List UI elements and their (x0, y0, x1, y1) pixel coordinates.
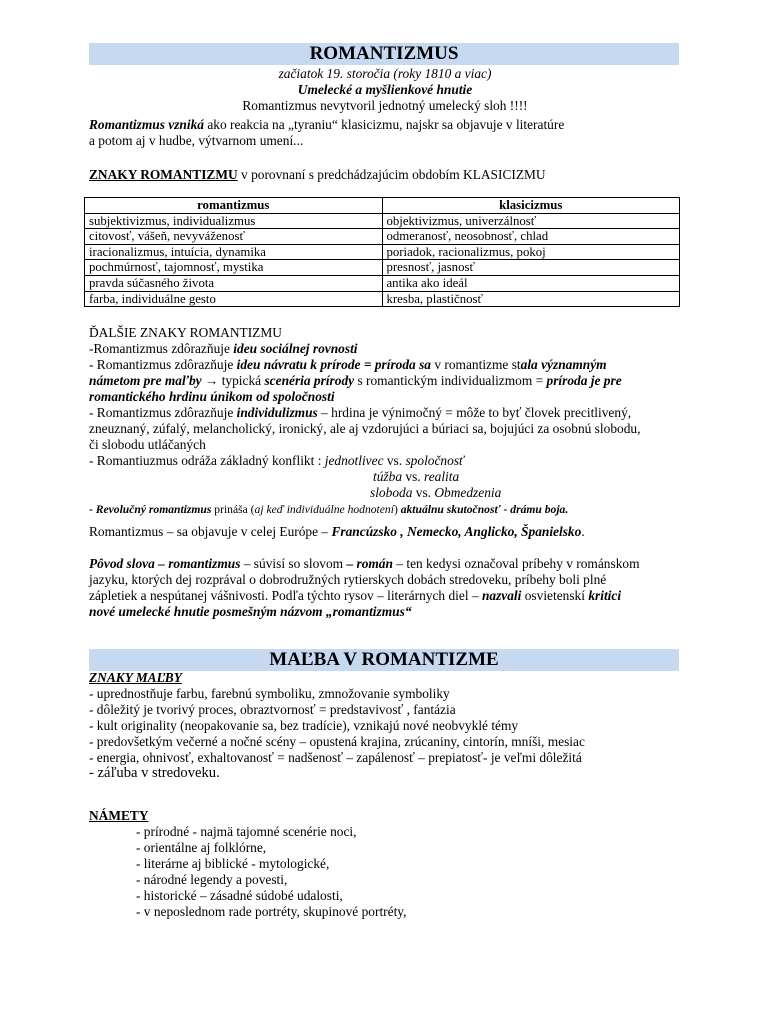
table-cell: poriadok, racionalizmus, pokoj (382, 244, 680, 260)
text-fragment: → typická (201, 373, 265, 388)
table-row (85, 244, 680, 260)
themes-heading: NÁMETY (89, 808, 149, 823)
table-cell: presnosť, jasnosť (382, 260, 680, 276)
origin-line (89, 588, 681, 604)
list-item: - prírodné - najmä tajomné scenérie noci, (136, 824, 357, 839)
list-item: - záľuba v stredoveku. (89, 765, 220, 781)
table-cell: odmeranosť, neosobnosť, chlad (382, 229, 680, 245)
table-cell: pochmúrnosť, tajomnosť, mystika (85, 260, 383, 276)
list-item: - historické – zásadné súdobé udalosti, (136, 888, 343, 903)
text-fragment: – román (346, 556, 393, 571)
conflict-line (89, 453, 681, 469)
text-fragment: individulizmus (236, 405, 318, 420)
text-fragment: jednotlivec (324, 453, 384, 468)
text-fragment: sloboda (370, 485, 413, 500)
text-fragment: - Romantiuzmus odráža základný konflikt : (89, 453, 325, 468)
table-row (85, 213, 680, 229)
list-item: - energia, ohnivosť, exhaltovanosť = nadšenosť – zapálenosť – prepiatosť- je veľmi dôležitá (89, 750, 582, 765)
text-fragment: ala významným (520, 357, 607, 372)
text-fragment: ideu návratu k prírode = príroda sa (236, 357, 432, 372)
table-row (85, 275, 680, 291)
table-cell: pravda súčasného života (85, 275, 383, 291)
text-fragment: Obmedzenia (434, 485, 502, 500)
table-row (85, 291, 680, 307)
more-signs-line (89, 357, 681, 373)
more-signs-line (89, 341, 681, 357)
text-fragment: ideu sociálnej rovnosti (233, 341, 358, 356)
text-fragment: . (581, 524, 585, 539)
list-item: - predovšetkým večerné a nočné scény – opustená krajina, zrúcaniny, cintorín, mníši, mesiac (89, 734, 585, 749)
text-fragment: kritici (588, 588, 622, 603)
text-fragment: scenéria prírody (264, 373, 355, 388)
text-fragment: aktuálnu skutočnosť - drámu boja. (400, 503, 569, 516)
intro-line-2: a potom aj v hudbe, výtvarnom umení... (89, 133, 304, 148)
table-cell: objektivizmus, univerzálnosť (382, 213, 680, 229)
more-signs-heading: ĎALŠIE ZNAKY ROMANTIZMU (89, 325, 282, 340)
revolution-line (89, 502, 681, 518)
list-item: - orientálne aj folklórne, (136, 840, 267, 855)
text-fragment: vs. (383, 453, 406, 468)
table-row (85, 229, 680, 245)
movement-line: Umelecké a myšlienkové hnutie (297, 82, 473, 97)
conflict-line (370, 485, 501, 501)
text-fragment: nazvali (481, 588, 522, 603)
text-fragment: Romantizmus – sa objavuje v celej Európe – (89, 524, 332, 539)
origin-line (89, 556, 681, 572)
list-item: - literárne aj biblické - mytologické, (136, 856, 330, 871)
text-fragment: realita (423, 469, 460, 484)
intro-line-1 (89, 117, 681, 133)
table-cell: citovosť, vášeň, nevyváženosť (85, 229, 383, 245)
subtitle: začiatok 19. storočia (roky 1810 a viac) (278, 66, 492, 81)
table-row (85, 260, 680, 276)
comparison-table (84, 197, 680, 307)
origin-line: nové umelecké hnutie posmešným názvom „romantizmus“ (89, 604, 412, 619)
text-fragment: – súvisí so slovom (240, 556, 347, 571)
text-fragment: - Revolučný romantizmus (89, 503, 212, 516)
more-signs-line (89, 405, 681, 421)
table-header-row (85, 198, 680, 214)
table-cell: farba, individuálne gesto (85, 291, 383, 307)
text-fragment: spoločnosť (405, 453, 464, 468)
more-signs-line (89, 373, 681, 389)
signs-heading-label: ZNAKY ROMANTIZMU (89, 167, 238, 182)
table-cell: iracionalizmus, intuícia, dynamika (85, 244, 383, 260)
text-fragment: príroda je pre (546, 373, 622, 388)
text-fragment: zápletiek a nespútanej vášnivosti. Podľa týchto rysov – literárnych diel – (89, 588, 482, 603)
list-item: - uprednostňuje farbu, farebnú symboliku, zmnožovanie symboliky (89, 686, 450, 701)
signs-heading-rest: v porovnaní s predchádzajúcim obdobím KLASICIZMU (237, 167, 546, 182)
text-fragment: v romantizme st (431, 357, 521, 372)
text-fragment: Francúzsko , Nemecko, Anglicko, Španielsko (331, 524, 582, 539)
origin-line: jazyku, ktorých dej rozprával o dobrodružných rytierskych dobách stredoveku, príbehy boli plné (89, 572, 607, 587)
text-fragment: aj keď individuálne hodnotení (254, 503, 394, 516)
list-item: - národné legendy a povesti, (136, 872, 288, 887)
text-fragment: – hrdina je výnimočný = môže to byť človek precitlivený, (317, 405, 632, 420)
column-header-romantizmus: romantizmus (85, 198, 383, 214)
text-fragment: prináša ( (211, 503, 255, 516)
more-signs-line: či slobodu utláčaných (89, 437, 206, 452)
intro-text-1: ako reakcia na „tyraniu“ klasicizmu, najskr sa objavuje v literatúre (203, 117, 565, 132)
text-fragment: s romantickým individualizmom = (354, 373, 547, 388)
text-fragment: -Romantizmus zdôrazňuje (89, 341, 234, 356)
signs-heading (89, 167, 681, 183)
column-header-klasicizmus: klasicizmus (382, 198, 680, 214)
table-cell: antika ako ideál (382, 275, 680, 291)
text-fragment: vs. (402, 469, 424, 484)
page-title: ROMANTIZMUS (89, 43, 679, 65)
text-fragment: ) (393, 503, 401, 516)
text-fragment: námetom pre maľby (89, 373, 202, 388)
more-signs-line: romantického hrdinu únikom od spoločnosti (89, 389, 335, 404)
list-item: - v neposlednom rade portréty, skupinové portréty, (136, 904, 407, 919)
text-fragment: túžba (373, 469, 403, 484)
intro-bold-lead: Romantizmus vzniká (89, 117, 204, 132)
list-item: - kult originality (neopakovanie sa, bez tradície), vznikajú nové neobvyklé témy (89, 718, 519, 733)
conflict-line (373, 469, 459, 485)
text-fragment: - Romantizmus zdôrazňuje (89, 405, 237, 420)
table-cell: kresba, plastičnosť (382, 291, 680, 307)
more-signs-line: zneuznaný, zúfalý, melancholický, ironický, ale aj vzdorujúci a búriaci sa, bojujúci za osobnú slobodu, (89, 421, 641, 436)
text-fragment: - Romantizmus zdôrazňuje (89, 357, 237, 372)
note-line: Romantizmus nevytvoril jednotný umelecký sloh !!!! (242, 98, 528, 113)
table-cell: subjektivizmus, individualizmus (85, 213, 383, 229)
text-fragment: – ten kedysi označoval príbehy v románskom (392, 556, 640, 571)
text-fragment: osvietenskí (521, 588, 589, 603)
europe-line (89, 524, 681, 540)
painting-section-title: MAĽBA V ROMANTIZME (89, 649, 679, 671)
list-item: - dôležitý je tvorivý proces, obraztvornosť = predstavivosť , fantázia (89, 702, 456, 717)
text-fragment: Pôvod slova – romantizmus (89, 556, 241, 571)
painting-signs-heading: ZNAKY MAĽBY (89, 670, 182, 685)
text-fragment: vs. (412, 485, 435, 500)
